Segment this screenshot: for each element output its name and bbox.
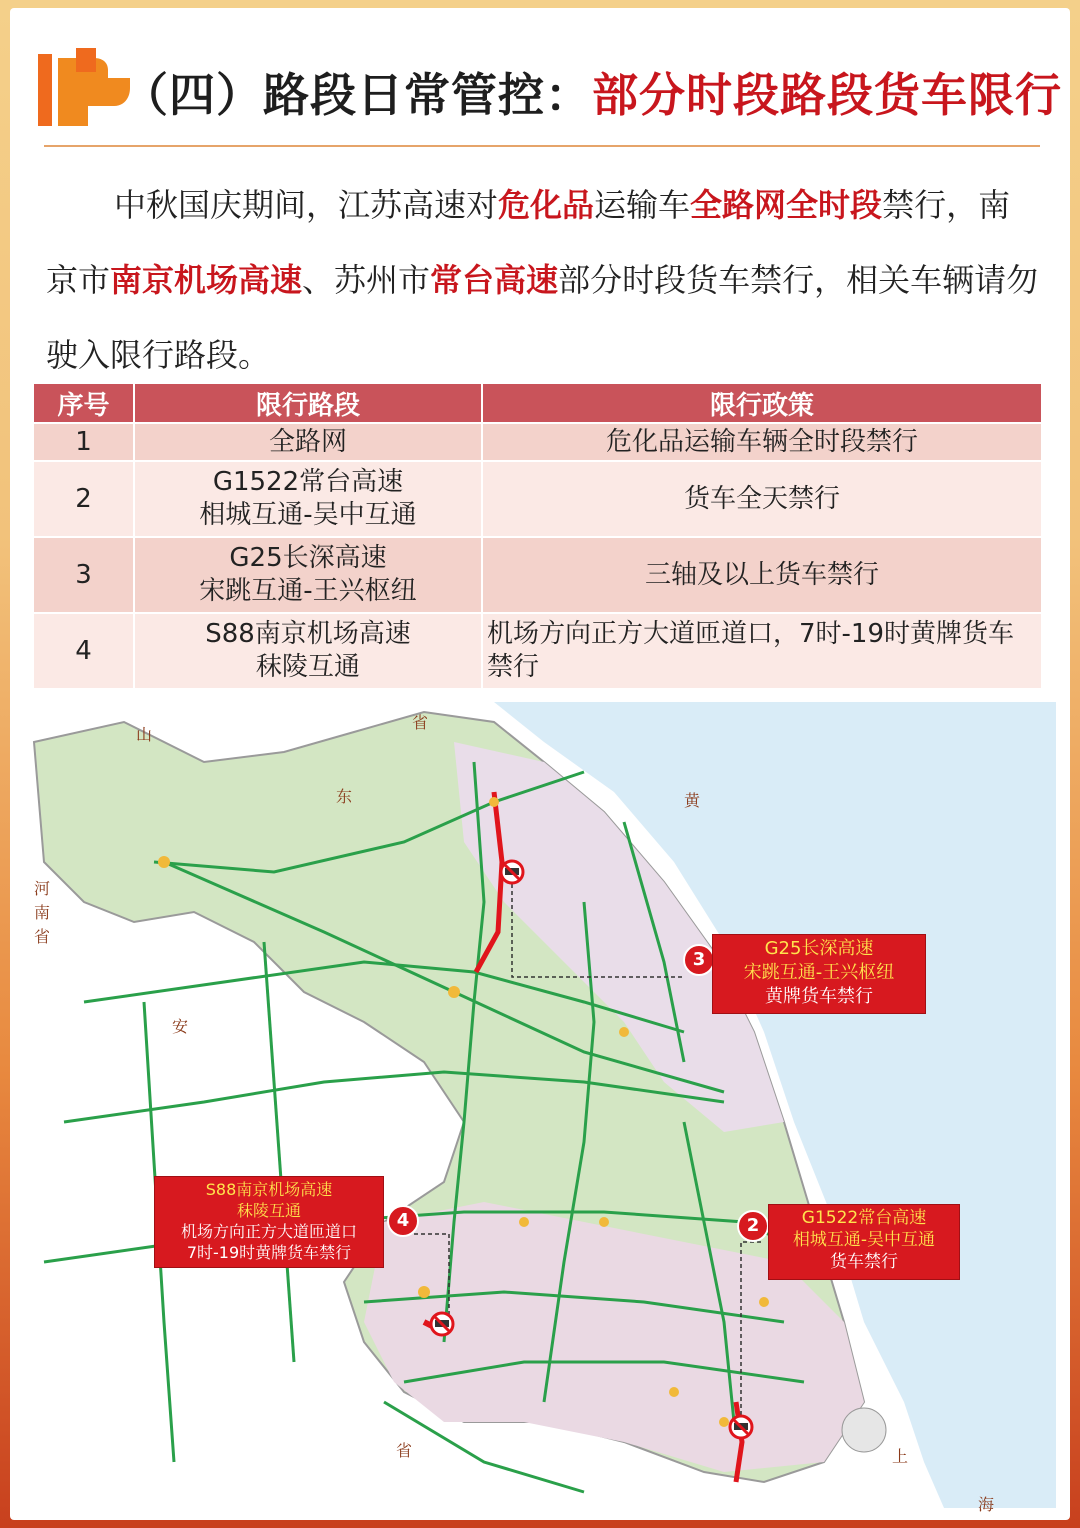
policy-cell: 三轴及以上货车禁行 [482, 537, 1042, 613]
callout-line: 黄牌货车禁行 [765, 986, 873, 1007]
road-line: G25长深高速 [229, 543, 387, 573]
map-label: 河 [34, 879, 51, 898]
road-cell [134, 613, 482, 688]
row-number: 3 [34, 537, 134, 613]
map-canvas [24, 702, 1056, 1508]
highway-map [24, 702, 1056, 1514]
intro-highlight: 南京机场高速 [110, 261, 303, 299]
table-row [34, 613, 1042, 688]
callout-badge: 3 [683, 944, 715, 976]
road-line: 秣陵互通 [255, 652, 360, 682]
map-label: 上 [892, 1447, 909, 1466]
table-header: 序号 [34, 384, 134, 423]
road-line: 全路网 [268, 426, 347, 457]
callout-line: 宋跳互通-王兴枢纽 [743, 962, 895, 983]
shanghai-area [842, 1408, 886, 1452]
table-row [34, 537, 1042, 613]
row-number: 4 [34, 613, 134, 688]
intro-paragraph [46, 168, 1040, 393]
road-line: 相城互通-吴中互通 [199, 500, 417, 530]
road-cell [134, 537, 482, 613]
map-label: 南 [34, 903, 51, 922]
policy-cell: 机场方向正方大道匝道口，7时-19时黄牌货车禁行 [482, 613, 1042, 688]
callout-line: S88南京机场高速 [205, 1180, 333, 1199]
road-line: G1522常台高速 [212, 467, 404, 497]
road-cell [134, 461, 482, 537]
callout-badge: 4 [387, 1205, 419, 1237]
intro-highlight: 危化品 [498, 186, 595, 224]
row-number: 2 [34, 461, 134, 537]
no-truck-icon [431, 1313, 453, 1335]
restriction-table [34, 384, 1043, 688]
map-label: 省 [412, 713, 429, 732]
road-line: S88南京机场高速 [205, 619, 411, 649]
callout-line: 秣陵互通 [236, 1201, 301, 1220]
title-divider [44, 145, 1040, 147]
title-prefix: （四）路段日常管控： [122, 68, 592, 122]
table-header: 限行政策 [482, 384, 1042, 423]
callout-line: 货车禁行 [830, 1252, 898, 1272]
intro-text: 禁行，南京市 [46, 186, 1011, 299]
intro-text: 、苏州市 [302, 261, 431, 299]
title-highlight: 部分时段路段货车限行 [592, 68, 1062, 122]
map-label: 东 [336, 787, 353, 806]
map-label: 黄 [684, 791, 701, 810]
callout-badge: 2 [737, 1210, 769, 1242]
road-cell [134, 423, 482, 461]
no-truck-icon [501, 861, 523, 883]
map-label: 省 [34, 927, 51, 946]
intro-text: 中秋国庆期间，江苏高速对 [114, 186, 499, 224]
intro-text: 运输车 [594, 186, 691, 224]
map-label: 山 [136, 725, 153, 744]
title-decoration-icon [36, 48, 131, 128]
callout-g25 [712, 934, 926, 1014]
road-line: 宋跳互通-王兴枢纽 [199, 576, 417, 606]
row-number: 1 [34, 423, 134, 461]
page-title [122, 60, 1062, 130]
map-label: 海 [978, 1495, 995, 1514]
intro-highlight: 常台高速 [430, 261, 559, 299]
table-row [34, 423, 1042, 461]
policy-cell: 货车全天禁行 [482, 461, 1042, 537]
map-label: 省 [396, 1441, 413, 1460]
callout-line: 相城互通-吴中互通 [792, 1230, 936, 1250]
intro-text: 部分时段货车禁行，相关车辆请勿驶入限行路段。 [46, 261, 1039, 374]
callout-line: 机场方向正方大道匝道口 [180, 1222, 357, 1241]
map-label: 安 [172, 1017, 189, 1036]
callout-s88 [154, 1176, 384, 1268]
table-header: 限行路段 [134, 384, 482, 423]
callout-line: G1522常台高速 [801, 1208, 927, 1228]
callout-g1522 [768, 1204, 960, 1280]
callout-line: 7时-19时黄牌货车禁行 [186, 1243, 352, 1262]
callout-line: G25长深高速 [764, 938, 874, 959]
no-truck-icon [730, 1416, 752, 1438]
table-row [34, 461, 1042, 537]
policy-cell: 危化品运输车辆全时段禁行 [482, 423, 1042, 461]
intro-highlight: 全路网全时段 [690, 186, 883, 224]
